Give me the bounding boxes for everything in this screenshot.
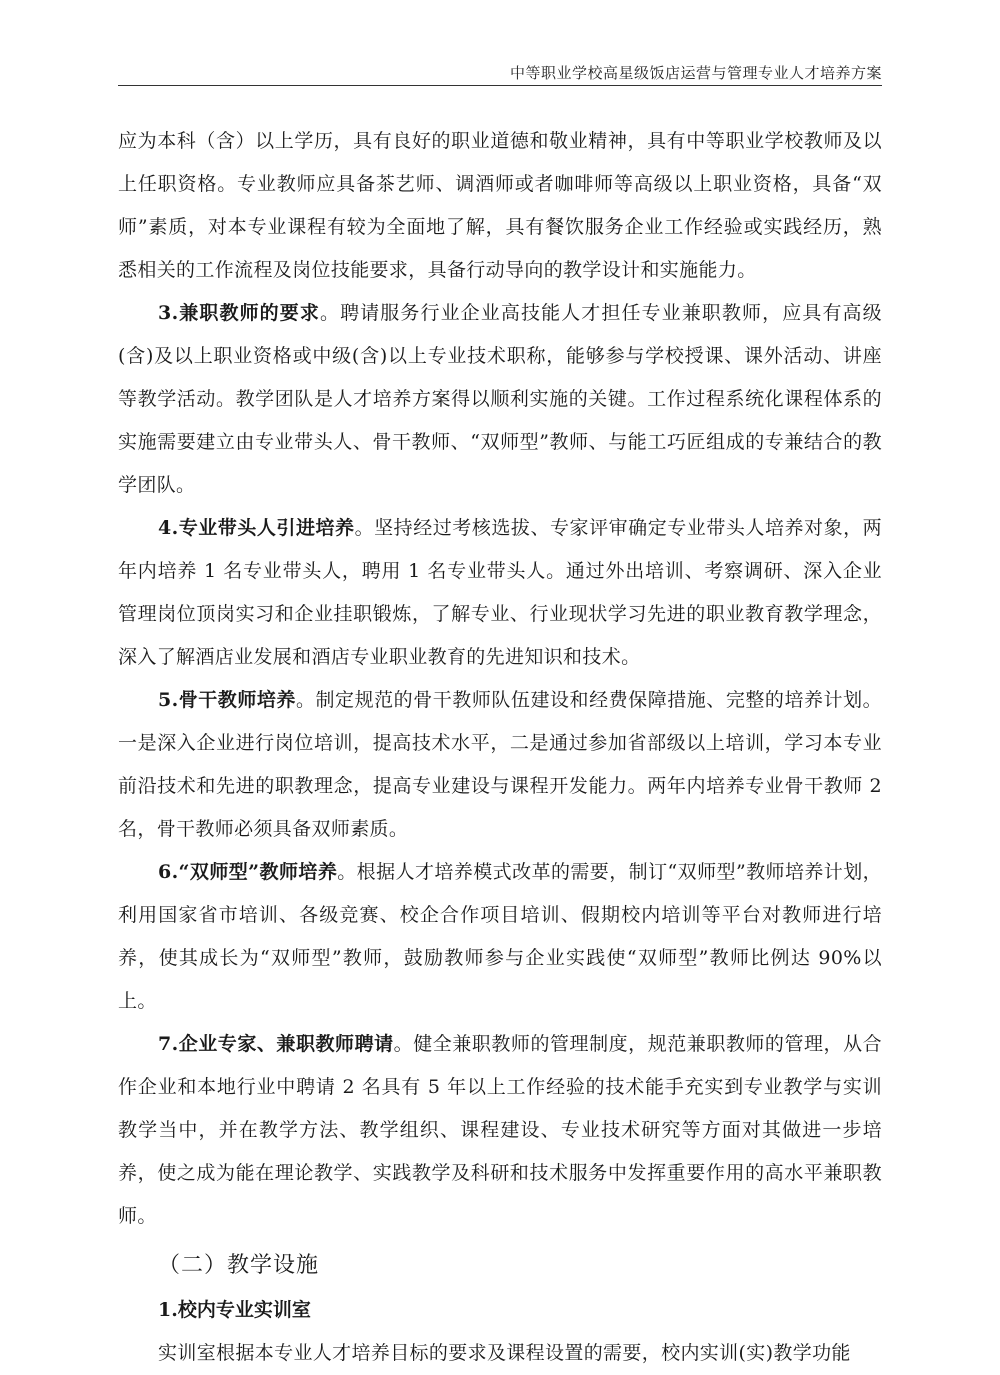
facilities-paragraph: 实训室根据本专业人才培养目标的要求及课程设置的需要，校内实训(实)教学功能 xyxy=(158,1342,851,1364)
paragraph-dual-teacher-training xyxy=(118,851,882,1023)
document-body xyxy=(118,120,882,1375)
paragraph-lead: 4.专业带头人引进培养 xyxy=(158,517,355,539)
paragraph-lead: 7.企业专家、兼职教师聘请 xyxy=(158,1033,394,1055)
section-heading: （二）教学设施 xyxy=(158,1253,320,1278)
intro-paragraph: 应为本科（含）以上学历，具有良好的职业道德和敬业精神，具有中等职业学校教师及以上任职资格。专业教师应具备茶艺师、调酒师或者咖啡师等高级以上职业资格，具备“双师”素质，对本专业课程有较为全面地了解，具有餐饮服务企业工作经验或实践经历，熟悉相关的工作流程及岗位技能要求，具备行动导向的教学设计和实施能力。 xyxy=(118,130,882,281)
paragraph-leader-training xyxy=(118,507,882,679)
paragraph-lead: 5.骨干教师培养 xyxy=(158,689,296,711)
paragraph-text: 。聘请服务行业企业高技能人才担任专业兼职教师，应具有高级(含)及以上职业资格或中级(含)以上专业技术职称，能够参与学校授课、课外活动、讲座等教学活动。教学团队是人才培养方案得以顺利实施的关键。工作过程系统化课程体系的实施需要建立由专业带头人、骨干教师、“双师型”教师、与能工巧匠组成的专兼结合的教学团队。 xyxy=(118,302,882,496)
subsection-heading: 1.校内专业实训室 xyxy=(158,1299,311,1321)
paragraph-text: 。健全兼职教师的管理制度，规范兼职教师的管理，从合作企业和本地行业中聘请 2 名具有 5 年以上工作经验的技术能手充实到专业教学与实训教学当中，并在教学方法、教学组织、课程建设、专业技术研究等方面对其做进一步培养，使之成为能在理论教学、实践教学及科研和技术服务中发挥重要作用的高水平兼职教师。 xyxy=(118,1033,882,1227)
paragraph-core-teacher-training xyxy=(118,679,882,851)
paragraph-lead: 6.“双师型”教师培养 xyxy=(158,861,338,883)
paragraph-part-time-teacher-requirements xyxy=(118,292,882,507)
running-header: 中等职业学校高星级饭店运营与管理专业人才培养方案 xyxy=(509,64,882,82)
header-rule xyxy=(118,85,882,86)
paragraph-lead: 3.兼职教师的要求 xyxy=(158,302,320,324)
paragraph-expert-hiring xyxy=(118,1023,882,1238)
paragraph-text: 。坚持经过考核选拔、专家评审确定专业带头人培养对象，两年内培养 1 名专业带头人，聘用 1 名专业带头人。通过外出培训、考察调研、深入企业管理岗位顶岗实习和企业挂职锻炼，了解专业、行业现状学习先进的职业教育教学理念，深入了解酒店业发展和酒店专业职业教育的先进知识和技术。 xyxy=(118,517,882,668)
paragraph-text: 。根据人才培养模式改革的需要，制订“双师型”教师培养计划，利用国家省市培训、各级竞赛、校企合作项目培训、假期校内培训等平台对教师进行培养，使其成长为“双师型”教师，鼓励教师参与企业实践使“双师型”教师比例达 90%以上。 xyxy=(118,861,883,1012)
paragraph-text: 。制定规范的骨干教师队伍建设和经费保障措施、完整的培养计划。一是深入企业进行岗位培训，提高技术水平，二是通过参加省部级以上培训，学习本专业前沿技术和先进的职教理念，提高专业建设与课程开发能力。两年内培养专业骨干教师 2 名，骨干教师必须具备双师素质。 xyxy=(118,689,882,840)
